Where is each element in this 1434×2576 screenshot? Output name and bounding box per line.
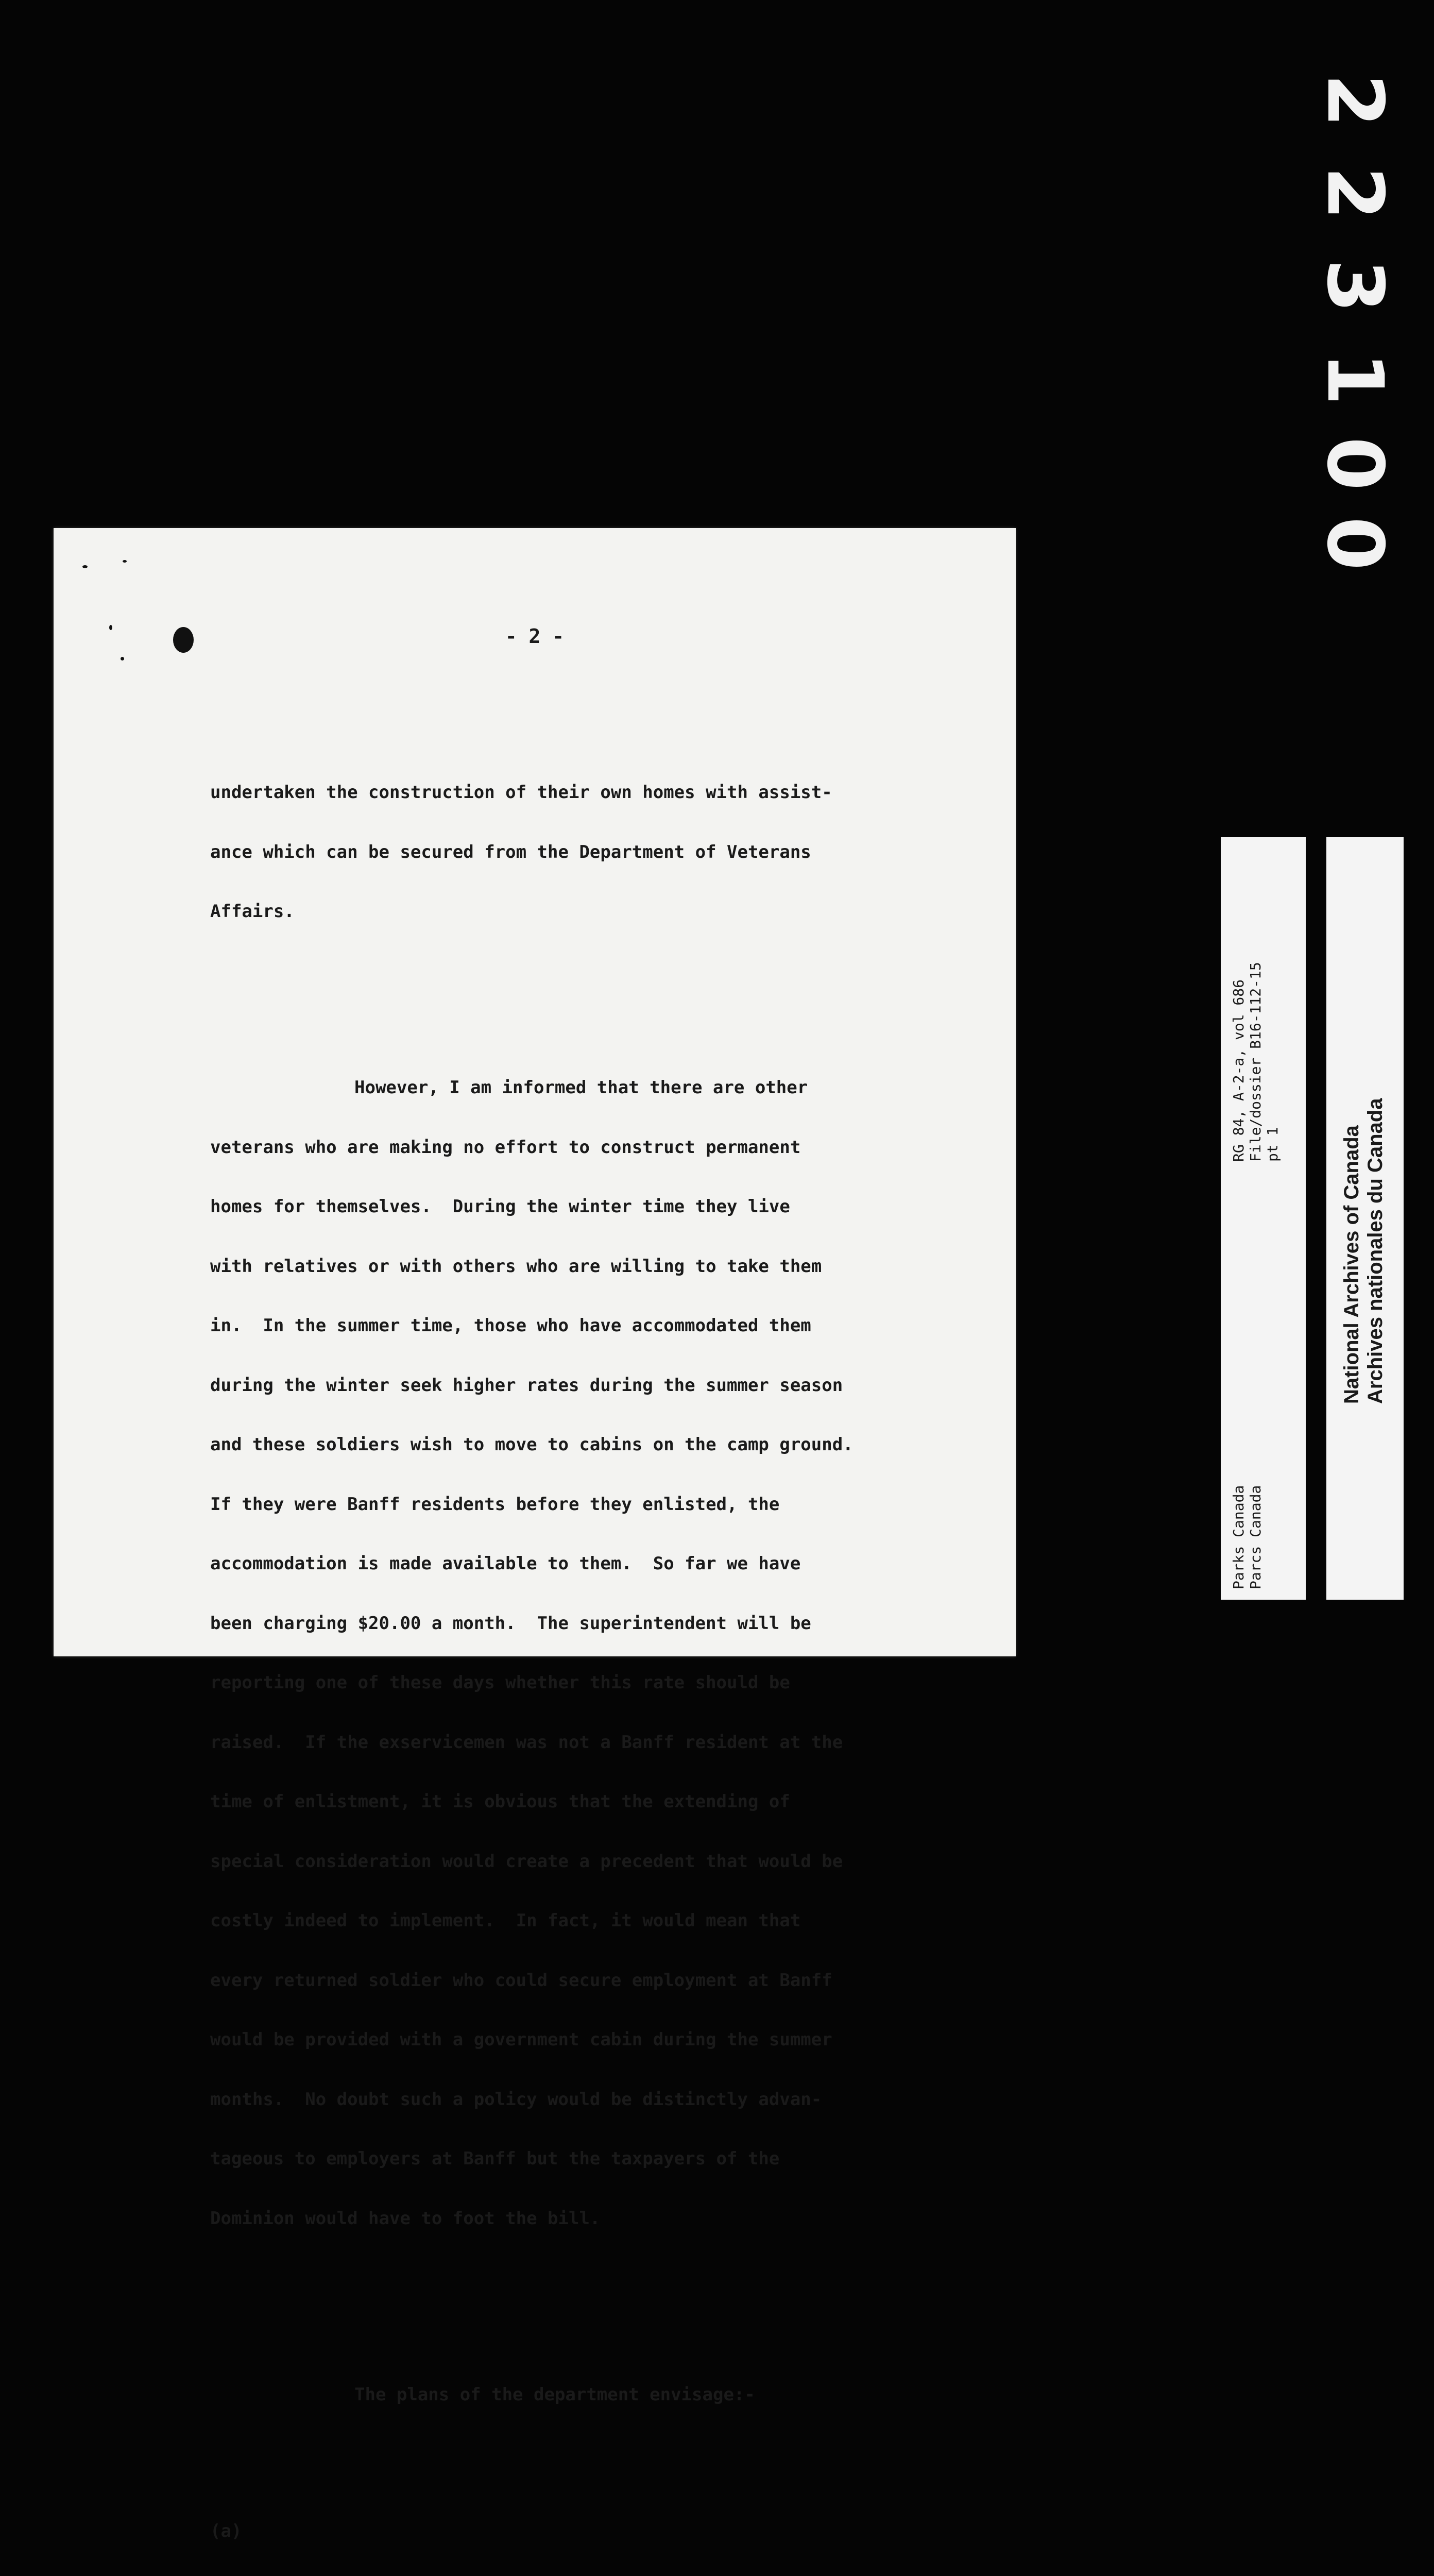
institution-line: Archives nationales du Canada	[1363, 1098, 1387, 1404]
reference-line: pt 1	[1264, 962, 1281, 1162]
text-line: accommodation is made available to them. So far we have	[210, 1554, 1014, 1574]
reference-block	[1230, 962, 1281, 1162]
archive-label	[1221, 837, 1401, 1600]
institution-block	[1340, 1098, 1387, 1404]
reference-line: RG 84, A-2-a, vol 686	[1230, 962, 1247, 1162]
paragraph	[210, 743, 1014, 961]
paragraph	[210, 2345, 1014, 2445]
frame-number	[1298, 41, 1411, 556]
document-page	[54, 528, 1016, 1656]
frame-digit: 0	[1316, 487, 1393, 600]
text-line: months. No doubt such a policy would be distinctly advan-	[210, 2090, 1014, 2110]
document-body	[210, 703, 1014, 2576]
text-line: raised. If the exservicemen was not a Banff resident at the	[210, 1733, 1014, 1753]
frame-digit: 3	[1316, 229, 1393, 343]
list-item-a	[210, 2521, 1014, 2576]
text-line: during the winter seek higher rates during the summer season	[210, 1376, 1014, 1396]
text-line: tageous to employers at Banff but the taxpayers of the	[210, 2149, 1014, 2169]
reference-line: File/dossier B16-112-15	[1247, 962, 1264, 1162]
frame-digit: 2	[1316, 137, 1393, 250]
reference-label	[1221, 837, 1306, 1600]
text-line: The plans of the department envisage:-	[354, 2384, 755, 2405]
text-line: time of enlistment, it is obvious that the extending of	[210, 1792, 1014, 1812]
text-line: homes for themselves. During the winter time they live	[210, 1197, 1014, 1217]
agency-line: Parcs Canada	[1247, 1485, 1264, 1589]
text-line: with relatives or with others who are willing to take them	[210, 1257, 1014, 1277]
text-line: every returned soldier who could secure employment at Banff	[210, 1971, 1014, 1991]
institution-line: National Archives of Canada	[1340, 1098, 1363, 1404]
agency-line: Parks Canada	[1230, 1485, 1247, 1589]
frame-digit: 0	[1316, 407, 1393, 520]
text-line: and these soldiers wish to move to cabins on the camp ground.	[210, 1435, 1014, 1455]
text-line: undertaken the construction of their own homes with assist-	[210, 783, 1014, 803]
text-line: special consideration would create a precedent that would be	[210, 1852, 1014, 1872]
text-line: If they were Banff residents before they enlisted, the	[210, 1495, 1014, 1515]
agency-block	[1230, 1485, 1264, 1589]
text-line: would be provided with a government cabin during the summer	[210, 2030, 1014, 2050]
ink-speck	[82, 565, 88, 568]
text-line: Affairs.	[210, 902, 1014, 922]
page-number: - 2 -	[54, 625, 1016, 648]
text-line: ance which can be secured from the Department of Veterans	[210, 842, 1014, 862]
frame-digit: 2	[1316, 44, 1393, 157]
paragraph	[210, 1038, 1014, 2268]
text-line: veterans who are making no effort to construct permanent	[210, 1138, 1014, 1158]
text-line: been charging $20.00 a month. The superintendent will be	[210, 1614, 1014, 1634]
text-line: Dominion would have to foot the bill.	[210, 2209, 1014, 2229]
frame-digit: 1	[1316, 322, 1393, 435]
institution-label	[1326, 837, 1404, 1600]
text-line: in. In the summer time, those who have accommodated them	[210, 1316, 1014, 1336]
text-line: reporting one of these days whether this rate should be	[210, 1673, 1014, 1693]
ink-speck	[121, 657, 124, 660]
text-line: However, I am informed that there are other	[354, 1077, 808, 1098]
ink-speck	[123, 560, 127, 563]
list-marker: (a)	[210, 2521, 242, 2541]
text-line: costly indeed to implement. In fact, it would mean that	[210, 1911, 1014, 1931]
